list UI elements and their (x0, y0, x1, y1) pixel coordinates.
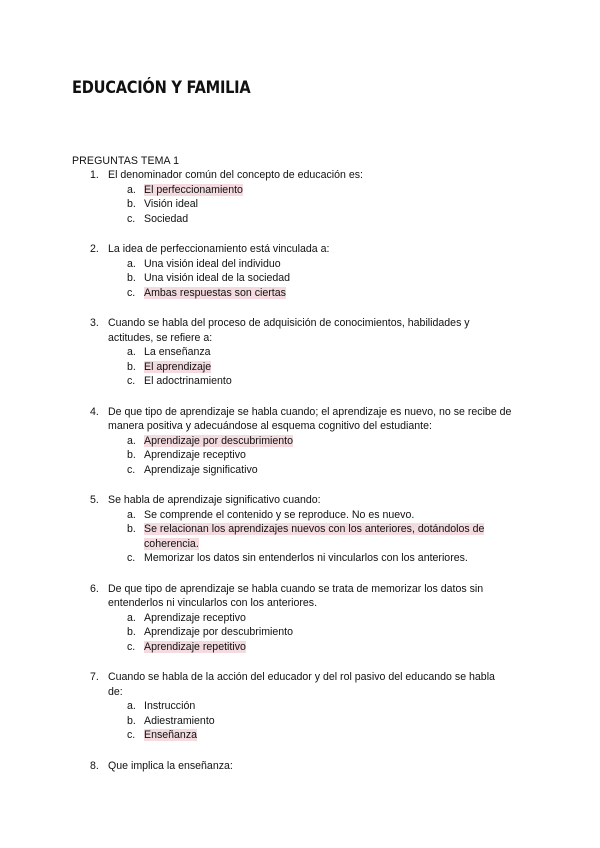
question-text: Que implica la enseñanza: (108, 759, 233, 772)
option-letter: c. (127, 375, 136, 387)
answer-option (127, 463, 512, 478)
question-number: 4. (90, 405, 99, 418)
answer-options (72, 345, 512, 389)
option-letter: a. (127, 257, 136, 270)
question-item (72, 405, 512, 478)
answer-option (127, 448, 512, 463)
question-item (72, 316, 512, 389)
option-text: Sociedad (144, 212, 189, 225)
answer-options (72, 611, 512, 655)
option-text: Instrucción (144, 700, 196, 712)
answer-option (127, 699, 512, 714)
answer-options (72, 508, 512, 566)
answer-option (127, 374, 512, 389)
question-text: De que tipo de aprendizaje se habla cuando; el aprendizaje es nuevo, no se recibe de manera positiva y adecuándose al esquema cognitivo del estudiante: (108, 405, 512, 432)
option-text: Aprendizaje receptivo (144, 611, 246, 624)
question-spacer (72, 300, 512, 316)
answer-option (127, 714, 512, 729)
option-letter: c. (127, 286, 136, 299)
question-number: 8. (90, 759, 99, 772)
answer-option (127, 360, 512, 375)
answer-option (127, 286, 512, 301)
option-letter: b. (127, 714, 136, 727)
option-text: La enseñanza (144, 346, 211, 358)
question-text: El denominador común del concepto de educación es: (108, 169, 364, 181)
option-letter: b. (127, 198, 136, 210)
question-spacer (72, 743, 512, 759)
page-title: EDUCACIÓN Y FAMILIA (72, 78, 251, 98)
option-text: Una visión ideal de la sociedad (144, 272, 291, 284)
option-letter: a. (127, 611, 136, 624)
option-text: Aprendizaje significativo (144, 463, 258, 476)
question-item (72, 582, 512, 655)
answer-option (127, 625, 512, 640)
option-letter: c. (127, 640, 136, 653)
option-letter: b. (127, 360, 136, 373)
question-spacer (72, 477, 512, 493)
answer-option (127, 257, 512, 272)
answer-options (72, 183, 512, 227)
question-number: 6. (90, 582, 99, 595)
option-letter: b. (127, 272, 136, 284)
option-text-highlighted: Se relacionan los aprendizajes nuevos con los anteriores, dotándolos de coherencia. (144, 523, 485, 550)
question-item (72, 670, 512, 743)
question-number: 5. (90, 494, 99, 506)
answer-option (127, 345, 512, 360)
question-text: Cuando se habla del proceso de adquisición de conocimientos, habilidades y actitudes, se refiere a: (108, 317, 470, 344)
option-letter: c. (127, 729, 136, 741)
option-text: Adiestramiento (144, 714, 215, 727)
answer-option (127, 508, 512, 523)
section-heading: PREGUNTAS TEMA 1 (72, 155, 180, 167)
answer-option (127, 434, 512, 449)
option-letter: c. (127, 552, 136, 564)
question-spacer (72, 566, 512, 582)
question-number: 3. (90, 317, 99, 329)
question-spacer (72, 389, 512, 405)
option-letter: b. (127, 523, 136, 535)
question-item (72, 242, 512, 300)
answer-options (72, 257, 512, 301)
question-list (72, 168, 512, 773)
option-text-highlighted: Enseñanza (144, 729, 198, 741)
answer-option (127, 728, 512, 743)
answer-option (127, 212, 512, 227)
answer-option (127, 271, 512, 286)
option-text-highlighted: Aprendizaje por descubrimiento (144, 434, 293, 447)
option-text: Aprendizaje por descubrimiento (144, 626, 293, 638)
answer-options (72, 434, 512, 478)
question-spacer (72, 226, 512, 242)
option-text: El adoctrinamiento (144, 375, 232, 387)
option-letter: a. (127, 183, 136, 196)
option-letter: a. (127, 700, 136, 712)
question-item (72, 493, 512, 566)
answer-options (72, 699, 512, 743)
option-text: Se comprende el contenido y se reproduce. No es nuevo. (144, 508, 415, 521)
option-letter: b. (127, 449, 136, 461)
question-text: Cuando se habla de la acción del educador y del rol pasivo del educando se habla de: (108, 671, 495, 698)
option-letter: b. (127, 626, 136, 638)
option-letter: c. (127, 212, 136, 225)
question-spacer (72, 654, 512, 670)
question-number: 7. (90, 671, 99, 683)
option-letter: a. (127, 508, 136, 521)
question-text: De que tipo de aprendizaje se habla cuando se trata de memorizar los datos sin entenderlos ni vincularlos con los anteriores. (108, 582, 484, 609)
option-text: Visión ideal (144, 198, 198, 210)
option-text: Aprendizaje receptivo (144, 449, 246, 461)
answer-option (127, 183, 512, 198)
answer-option (127, 522, 512, 551)
question-text: La idea de perfeccionamiento está vinculada a: (108, 243, 330, 255)
option-letter: a. (127, 346, 136, 358)
answer-option (127, 640, 512, 655)
answer-option (127, 551, 512, 566)
question-number: 1. (90, 169, 99, 181)
question-text: Se habla de aprendizaje significativo cuando: (108, 494, 321, 506)
option-text-highlighted: El perfeccionamiento (144, 183, 243, 196)
option-letter: c. (127, 463, 136, 476)
option-text: Una visión ideal del individuo (144, 257, 281, 270)
option-text-highlighted: Ambas respuestas son ciertas (144, 286, 286, 299)
option-text-highlighted: Aprendizaje repetitivo (144, 640, 246, 653)
option-text: Memorizar los datos sin entenderlos ni vincularlos con los anteriores. (144, 552, 468, 564)
answer-option (127, 611, 512, 626)
answer-option (127, 197, 512, 212)
question-item (72, 168, 512, 226)
question-number: 2. (90, 243, 99, 255)
option-text-highlighted: El aprendizaje (144, 360, 212, 373)
option-letter: a. (127, 434, 136, 447)
question-item (72, 759, 512, 774)
